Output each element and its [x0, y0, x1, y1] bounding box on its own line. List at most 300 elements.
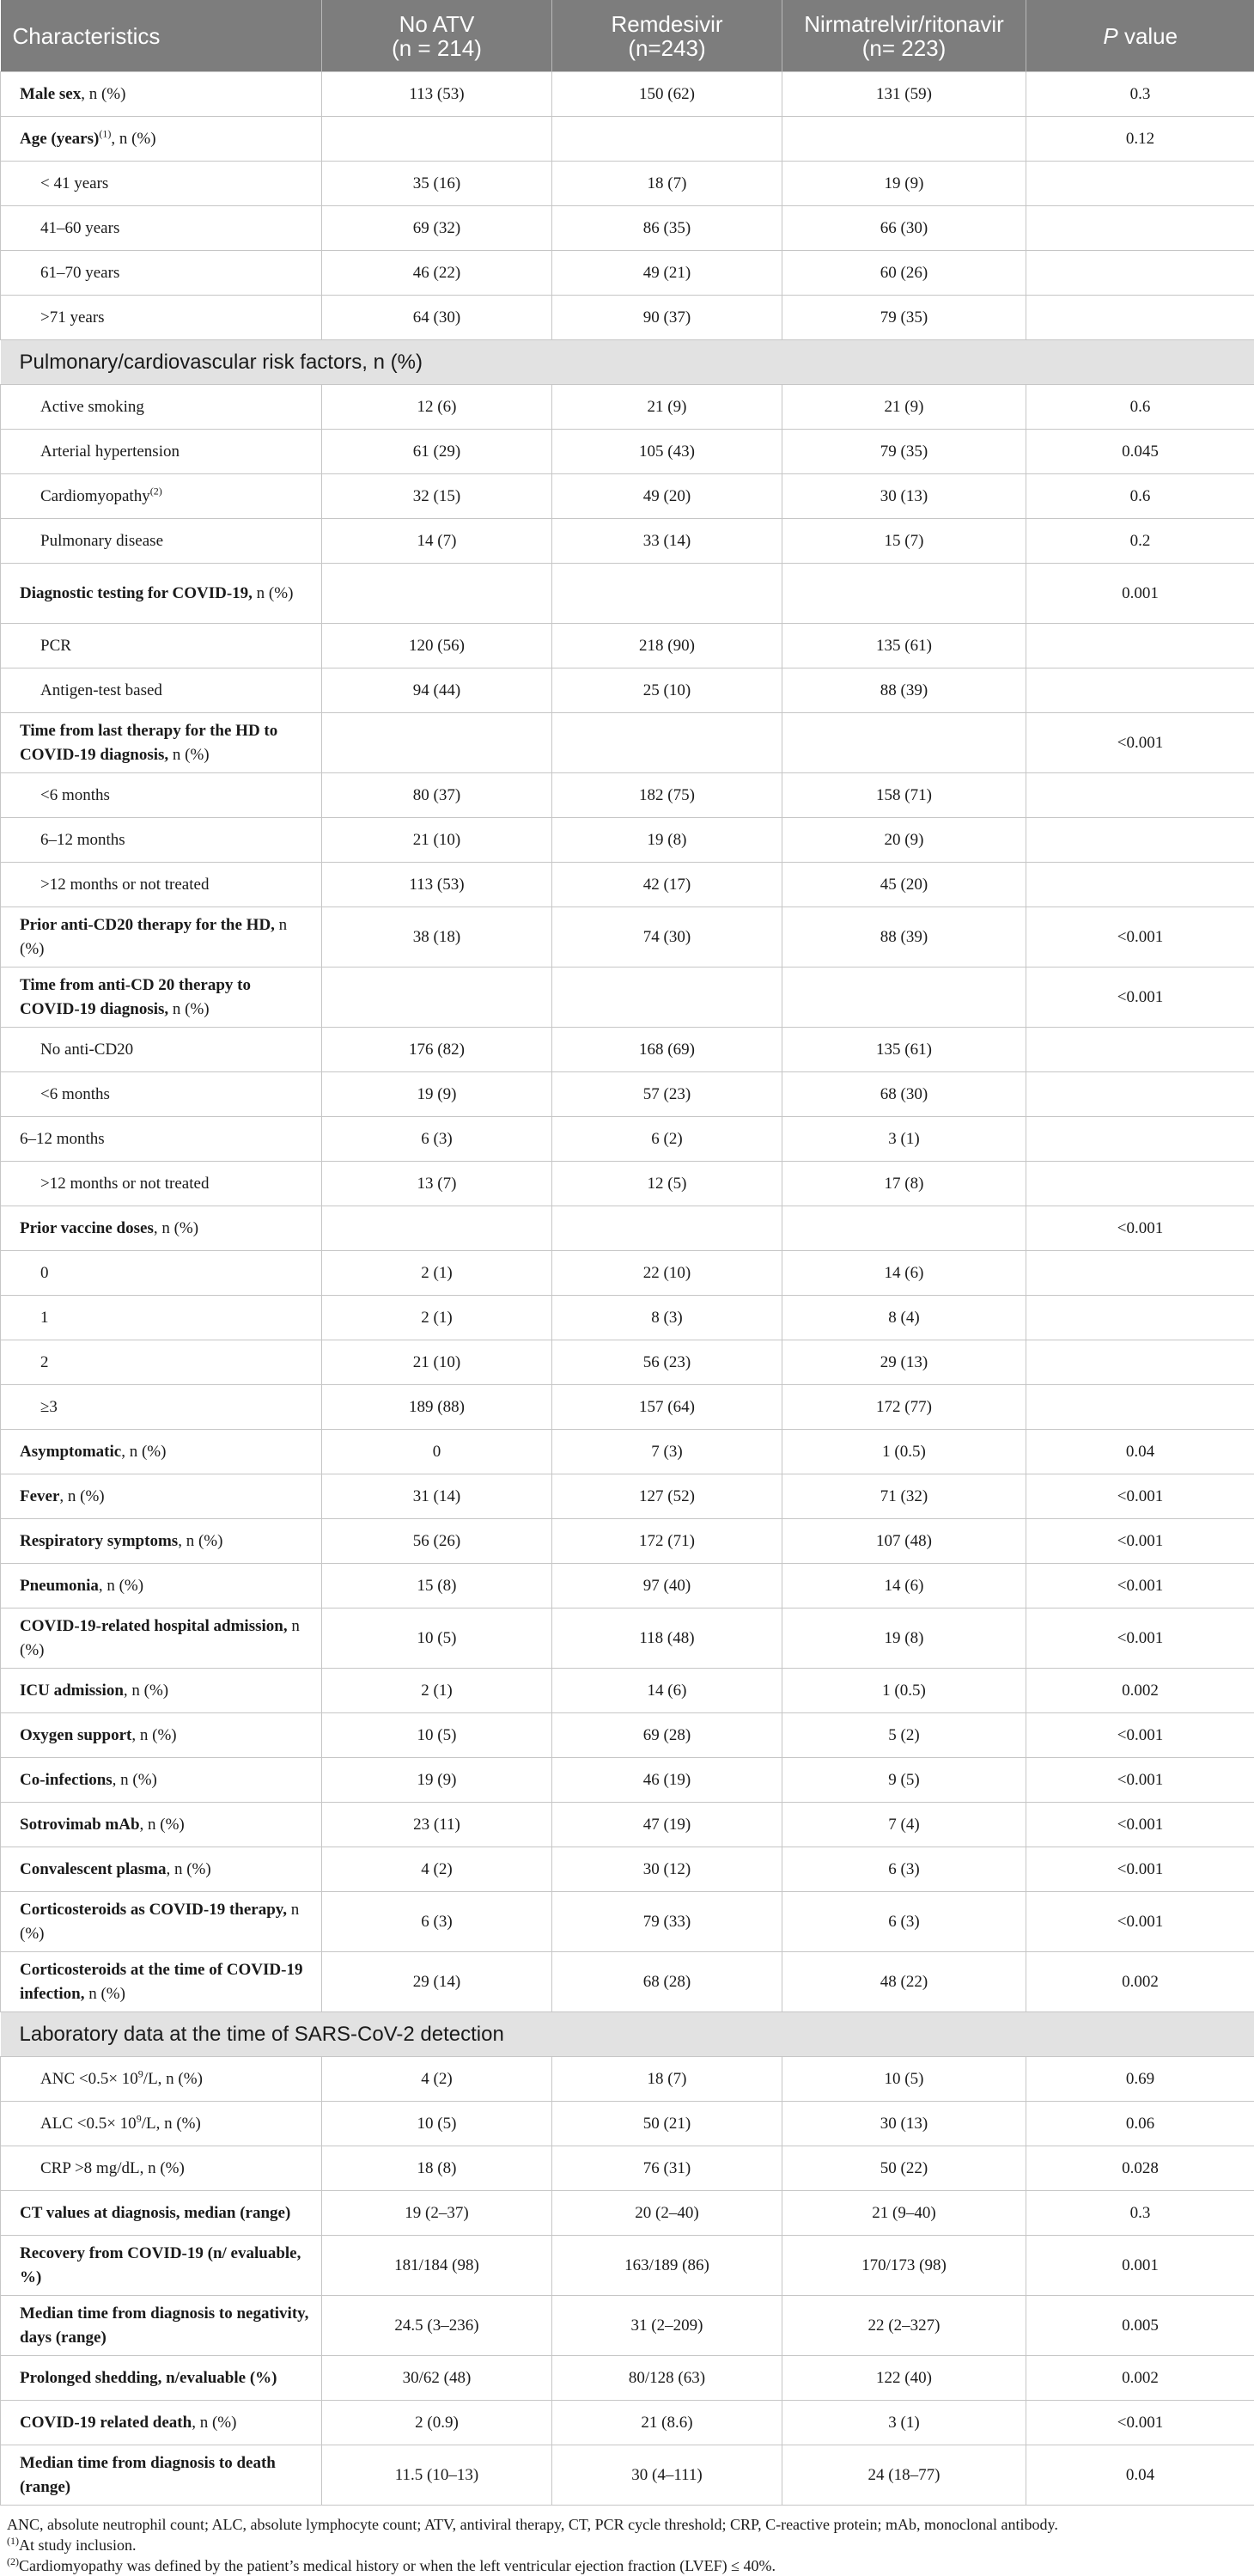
- cell-no-atv: 10 (5): [322, 1608, 552, 1669]
- cell-nirmatrelvir: 68 (30): [782, 1072, 1026, 1117]
- cell-remdesivir: 79 (33): [552, 1892, 782, 1952]
- header-characteristics: Characteristics: [1, 0, 322, 72]
- cell-p-value: <0.001: [1026, 968, 1254, 1028]
- cell-p-value: 0.001: [1026, 2236, 1254, 2296]
- cell-remdesivir: 25 (10): [552, 668, 782, 713]
- cell-no-atv: 80 (37): [322, 773, 552, 818]
- table-row: [1, 162, 1254, 206]
- table-row: [1, 206, 1254, 251]
- table-row: [1, 519, 1254, 564]
- cell-p-value: 0.002: [1026, 2356, 1254, 2401]
- cell-nirmatrelvir: 135 (61): [782, 1028, 1026, 1072]
- cell-nirmatrelvir: 122 (40): [782, 2356, 1026, 2401]
- cell-no-atv: [322, 713, 552, 773]
- cell-nirmatrelvir: 14 (6): [782, 1251, 1026, 1296]
- cell-nirmatrelvir: [782, 1206, 1026, 1251]
- cell-p-value: <0.001: [1026, 713, 1254, 773]
- cell-p-value: 0.69: [1026, 2057, 1254, 2102]
- cell-remdesivir: [552, 968, 782, 1028]
- table-row: [1, 773, 1254, 818]
- cell-p-value: [1026, 251, 1254, 296]
- row-label-text: Prolonged shedding, n/evaluable (%): [20, 2369, 277, 2387]
- row-label: [1, 1028, 322, 1072]
- cell-nirmatrelvir: 17 (8): [782, 1162, 1026, 1206]
- row-label: [1, 206, 322, 251]
- cell-no-atv: [322, 117, 552, 162]
- row-label-text: Respiratory symptoms: [20, 1532, 178, 1550]
- cell-p-value: <0.001: [1026, 1803, 1254, 1847]
- cell-remdesivir: 19 (8): [552, 818, 782, 863]
- cell-p-value: 0.3: [1026, 2191, 1254, 2236]
- cell-no-atv: 29 (14): [322, 1952, 552, 2012]
- table-row: [1, 1892, 1254, 1952]
- cell-nirmatrelvir: 29 (13): [782, 1340, 1026, 1385]
- cell-no-atv: 0: [322, 1430, 552, 1474]
- row-label: [1, 1251, 322, 1296]
- cell-p-value: <0.001: [1026, 1474, 1254, 1519]
- cell-nirmatrelvir: [782, 564, 1026, 624]
- cell-no-atv: 2 (0.9): [322, 2401, 552, 2445]
- cell-no-atv: 2 (1): [322, 1296, 552, 1340]
- cell-remdesivir: 50 (21): [552, 2102, 782, 2146]
- table-row: [1, 1713, 1254, 1758]
- cell-p-value: [1026, 624, 1254, 668]
- cell-remdesivir: 49 (21): [552, 251, 782, 296]
- row-label: [1, 1952, 322, 2012]
- header-nirmatrelvir: Nirmatrelvir/ritonavir (n= 223): [782, 0, 1026, 72]
- cell-nirmatrelvir: 22 (2–327): [782, 2296, 1026, 2356]
- row-label-text: Co-infections: [20, 1771, 113, 1789]
- cell-remdesivir: 80/128 (63): [552, 2356, 782, 2401]
- row-label-text: 61–70 years: [40, 264, 119, 282]
- row-label: [1, 430, 322, 474]
- row-label: [1, 1847, 322, 1892]
- cell-remdesivir: 18 (7): [552, 2057, 782, 2102]
- cell-nirmatrelvir: 10 (5): [782, 2057, 1026, 2102]
- cell-p-value: 0.2: [1026, 519, 1254, 564]
- cell-nirmatrelvir: [782, 117, 1026, 162]
- row-label: [1, 1669, 322, 1713]
- table-footnotes: [0, 2506, 1254, 2576]
- table-row: [1, 1206, 1254, 1251]
- row-label-text: PCR: [40, 637, 71, 655]
- row-label-suffix: n (%): [20, 1901, 299, 1943]
- cell-no-atv: 18 (8): [322, 2146, 552, 2191]
- cell-nirmatrelvir: 21 (9–40): [782, 2191, 1026, 2236]
- table-row: [1, 1608, 1254, 1669]
- cell-p-value: [1026, 1072, 1254, 1117]
- row-label-unit: /L, n (%): [143, 2070, 203, 2088]
- cell-p-value: 0.3: [1026, 72, 1254, 117]
- table-row: [1, 1847, 1254, 1892]
- row-label: [1, 2296, 322, 2356]
- row-label-text: COVID-19-related hospital admission,: [20, 1617, 288, 1635]
- cell-remdesivir: 86 (35): [552, 206, 782, 251]
- table-row: [1, 1564, 1254, 1608]
- row-label-suffix: , n (%): [113, 1771, 157, 1789]
- cell-remdesivir: 90 (37): [552, 296, 782, 340]
- cell-nirmatrelvir: 1 (0.5): [782, 1669, 1026, 1713]
- row-label: [1, 564, 322, 624]
- row-label-text: 2: [40, 1353, 49, 1371]
- row-label-suffix: , n (%): [124, 1682, 168, 1700]
- cell-remdesivir: 21 (8.6): [552, 2401, 782, 2445]
- row-label-suffix: , n (%): [59, 1487, 104, 1505]
- row-label-exponent: 9: [138, 2067, 143, 2079]
- cell-remdesivir: 97 (40): [552, 1564, 782, 1608]
- cell-p-value: 0.002: [1026, 1952, 1254, 2012]
- cell-remdesivir: [552, 117, 782, 162]
- table-row: [1, 1758, 1254, 1803]
- row-label-exponent: 9: [137, 2112, 142, 2124]
- table-row: [1, 1803, 1254, 1847]
- table-row: [1, 907, 1254, 968]
- table-row: [1, 1117, 1254, 1162]
- table-row: [1, 863, 1254, 907]
- row-label-text: >71 years: [40, 308, 105, 327]
- cell-nirmatrelvir: 6 (3): [782, 1847, 1026, 1892]
- cell-nirmatrelvir: 24 (18–77): [782, 2445, 1026, 2506]
- cell-remdesivir: 7 (3): [552, 1430, 782, 1474]
- cell-p-value: [1026, 668, 1254, 713]
- cell-p-value: [1026, 1162, 1254, 1206]
- table-row: [1, 2057, 1254, 2102]
- table-row: [1, 1028, 1254, 1072]
- table-row: [1, 72, 1254, 117]
- table-row: [1, 2296, 1254, 2356]
- row-label: [1, 1474, 322, 1519]
- cell-remdesivir: 74 (30): [552, 907, 782, 968]
- cell-nirmatrelvir: 7 (4): [782, 1803, 1026, 1847]
- cell-p-value: [1026, 206, 1254, 251]
- cell-remdesivir: 22 (10): [552, 1251, 782, 1296]
- cell-p-value: 0.12: [1026, 117, 1254, 162]
- cell-remdesivir: [552, 1206, 782, 1251]
- cell-p-value: <0.001: [1026, 1564, 1254, 1608]
- cell-remdesivir: 31 (2–209): [552, 2296, 782, 2356]
- cell-nirmatrelvir: 9 (5): [782, 1758, 1026, 1803]
- row-label-text: Corticosteroids as COVID-19 therapy,: [20, 1901, 287, 1919]
- row-label-text: ≥3: [40, 1398, 58, 1416]
- row-label-text: Oxygen support: [20, 1726, 131, 1744]
- cell-no-atv: 4 (2): [322, 2057, 552, 2102]
- row-label: [1, 863, 322, 907]
- row-label-text: Time from last therapy for the HD to COVID-19 diagnosis,: [20, 722, 277, 764]
- table-row: [1, 1251, 1254, 1296]
- table-row: [1, 117, 1254, 162]
- row-label: [1, 1608, 322, 1669]
- cell-p-value: [1026, 1251, 1254, 1296]
- cell-no-atv: 113 (53): [322, 863, 552, 907]
- cell-nirmatrelvir: 79 (35): [782, 296, 1026, 340]
- cell-no-atv: 113 (53): [322, 72, 552, 117]
- row-label-text: Pulmonary disease: [40, 532, 163, 550]
- row-label: [1, 385, 322, 430]
- cell-nirmatrelvir: 30 (13): [782, 2102, 1026, 2146]
- section-header: Pulmonary/cardiovascular risk factors, n (%): [1, 340, 1254, 385]
- cell-p-value: [1026, 818, 1254, 863]
- row-label-text: 6–12 months: [20, 1130, 105, 1148]
- cell-nirmatrelvir: 135 (61): [782, 624, 1026, 668]
- cell-p-value: 0.6: [1026, 385, 1254, 430]
- cell-p-value: 0.002: [1026, 1669, 1254, 1713]
- row-label: [1, 296, 322, 340]
- cell-nirmatrelvir: 21 (9): [782, 385, 1026, 430]
- cell-remdesivir: 6 (2): [552, 1117, 782, 1162]
- row-label: [1, 773, 322, 818]
- cell-remdesivir: 12 (5): [552, 1162, 782, 1206]
- table-row: [1, 968, 1254, 1028]
- cell-remdesivir: [552, 713, 782, 773]
- cell-p-value: <0.001: [1026, 1519, 1254, 1564]
- cell-remdesivir: 8 (3): [552, 1296, 782, 1340]
- row-label: [1, 1803, 322, 1847]
- cell-nirmatrelvir: 45 (20): [782, 863, 1026, 907]
- cell-p-value: 0.06: [1026, 2102, 1254, 2146]
- row-label-suffix: , n (%): [111, 130, 155, 148]
- footnote-marker: (1): [99, 127, 111, 139]
- cell-no-atv: 189 (88): [322, 1385, 552, 1430]
- cell-nirmatrelvir: 30 (13): [782, 474, 1026, 519]
- cell-p-value: [1026, 773, 1254, 818]
- row-label: [1, 2057, 322, 2102]
- section-header-row: [1, 2012, 1254, 2057]
- cell-p-value: [1026, 1296, 1254, 1340]
- table-row: [1, 668, 1254, 713]
- cell-remdesivir: 150 (62): [552, 72, 782, 117]
- table-body: [1, 72, 1254, 2506]
- cell-remdesivir: 157 (64): [552, 1385, 782, 1430]
- row-label-text: CRP >8 mg/dL, n (%): [40, 2159, 185, 2177]
- cell-no-atv: 14 (7): [322, 519, 552, 564]
- cell-remdesivir: 57 (23): [552, 1072, 782, 1117]
- cell-no-atv: 61 (29): [322, 430, 552, 474]
- row-label-suffix: , n (%): [166, 1860, 210, 1878]
- cell-nirmatrelvir: 88 (39): [782, 907, 1026, 968]
- table-row: [1, 2191, 1254, 2236]
- row-label: [1, 668, 322, 713]
- cell-no-atv: 94 (44): [322, 668, 552, 713]
- cell-no-atv: 32 (15): [322, 474, 552, 519]
- cell-p-value: [1026, 296, 1254, 340]
- cell-no-atv: 31 (14): [322, 1474, 552, 1519]
- row-label-text: 0: [40, 1264, 49, 1282]
- cell-no-atv: 19 (9): [322, 1072, 552, 1117]
- row-label: [1, 72, 322, 117]
- row-label-text: Median time from diagnosis to death (range): [20, 2454, 276, 2496]
- table-row: [1, 296, 1254, 340]
- cell-no-atv: 176 (82): [322, 1028, 552, 1072]
- cell-nirmatrelvir: 19 (9): [782, 162, 1026, 206]
- cell-nirmatrelvir: 3 (1): [782, 1117, 1026, 1162]
- row-label-text: ALC <0.5× 10: [40, 2115, 137, 2133]
- row-label-text: < 41 years: [40, 174, 108, 192]
- cell-p-value: 0.001: [1026, 564, 1254, 624]
- row-label: [1, 713, 322, 773]
- table-row: [1, 2445, 1254, 2506]
- row-label: [1, 1206, 322, 1251]
- cell-p-value: [1026, 162, 1254, 206]
- cell-no-atv: 13 (7): [322, 1162, 552, 1206]
- row-label-text: Active smoking: [40, 398, 144, 416]
- table-row: [1, 1430, 1254, 1474]
- cell-p-value: 0.04: [1026, 1430, 1254, 1474]
- cell-remdesivir: 127 (52): [552, 1474, 782, 1519]
- row-label-text: Prior vaccine doses: [20, 1219, 154, 1237]
- table-row: [1, 2146, 1254, 2191]
- cell-no-atv: 6 (3): [322, 1117, 552, 1162]
- row-label-text: ICU admission: [20, 1682, 124, 1700]
- row-label-suffix: n (%): [168, 1000, 209, 1018]
- cell-nirmatrelvir: 50 (22): [782, 2146, 1026, 2191]
- row-label: [1, 624, 322, 668]
- cell-no-atv: 11.5 (10–13): [322, 2445, 552, 2506]
- cell-remdesivir: 30 (4–111): [552, 2445, 782, 2506]
- row-label-text: Fever: [20, 1487, 59, 1505]
- row-label: [1, 1758, 322, 1803]
- row-label-suffix: , n (%): [99, 1577, 143, 1595]
- row-label-suffix: n (%): [20, 916, 287, 958]
- row-label: [1, 1072, 322, 1117]
- row-label-suffix: n (%): [168, 746, 209, 764]
- header-p-value: P value: [1026, 0, 1254, 72]
- cell-no-atv: 24.5 (3–236): [322, 2296, 552, 2356]
- table-row: [1, 1474, 1254, 1519]
- row-label: [1, 1117, 322, 1162]
- row-label-text: Diagnostic testing for COVID-19,: [20, 584, 253, 602]
- cell-nirmatrelvir: 172 (77): [782, 1385, 1026, 1430]
- cell-p-value: 0.028: [1026, 2146, 1254, 2191]
- row-label-text: Antigen-test based: [40, 681, 162, 699]
- cell-p-value: [1026, 1028, 1254, 1072]
- cell-nirmatrelvir: 131 (59): [782, 72, 1026, 117]
- cell-remdesivir: 46 (19): [552, 1758, 782, 1803]
- cell-nirmatrelvir: [782, 968, 1026, 1028]
- row-label-text: Asymptomatic: [20, 1443, 121, 1461]
- row-label-suffix: n (%): [20, 1617, 300, 1659]
- cell-nirmatrelvir: 14 (6): [782, 1564, 1026, 1608]
- row-label: [1, 2236, 322, 2296]
- cell-p-value: <0.001: [1026, 907, 1254, 968]
- cell-remdesivir: 20 (2–40): [552, 2191, 782, 2236]
- cell-p-value: <0.001: [1026, 1847, 1254, 1892]
- cell-remdesivir: 69 (28): [552, 1713, 782, 1758]
- cell-nirmatrelvir: 8 (4): [782, 1296, 1026, 1340]
- table-header-row: [1, 0, 1254, 72]
- cell-no-atv: 69 (32): [322, 206, 552, 251]
- cell-nirmatrelvir: 48 (22): [782, 1952, 1026, 2012]
- cell-nirmatrelvir: 20 (9): [782, 818, 1026, 863]
- row-label-text: Prior anti-CD20 therapy for the HD,: [20, 916, 275, 934]
- table-row: [1, 2401, 1254, 2445]
- table-row: [1, 713, 1254, 773]
- cell-no-atv: 6 (3): [322, 1892, 552, 1952]
- cell-nirmatrelvir: 15 (7): [782, 519, 1026, 564]
- row-label-text: Sotrovimab mAb: [20, 1816, 140, 1834]
- row-label-suffix: , n (%): [121, 1443, 166, 1461]
- footnote-2: $^{(2)}$Cardiomyopathy was defined by the patient’s medical history or when the left ventricular ejection fraction (LVEF) ≤ 40%.: [7, 2555, 1254, 2576]
- row-label-suffix: n (%): [253, 584, 293, 602]
- row-label-suffix: , n (%): [81, 85, 125, 103]
- row-label: [1, 1340, 322, 1385]
- row-label: [1, 1385, 322, 1430]
- table-row: [1, 430, 1254, 474]
- cell-remdesivir: 218 (90): [552, 624, 782, 668]
- row-label-text: Time from anti-CD 20 therapy to COVID-19 diagnosis,: [20, 976, 251, 1018]
- cell-remdesivir: 168 (69): [552, 1028, 782, 1072]
- row-label: [1, 2356, 322, 2401]
- cell-remdesivir: 33 (14): [552, 519, 782, 564]
- row-label: [1, 2401, 322, 2445]
- table-row: [1, 1072, 1254, 1117]
- row-label: [1, 1430, 322, 1474]
- row-label-text: Age (years): [20, 130, 99, 148]
- cell-p-value: <0.001: [1026, 2401, 1254, 2445]
- cell-p-value: 0.045: [1026, 430, 1254, 474]
- cell-p-value: <0.001: [1026, 1608, 1254, 1669]
- cell-nirmatrelvir: 71 (32): [782, 1474, 1026, 1519]
- header-no-atv: No ATV (n = 214): [322, 0, 552, 72]
- row-label-text: ANC <0.5× 10: [40, 2070, 138, 2088]
- cell-nirmatrelvir: 3 (1): [782, 2401, 1026, 2445]
- row-label-suffix: n (%): [84, 1985, 125, 2003]
- footnote-abbreviations: ANC, absolute neutrophil count; ALC, absolute lymphocyte count; ATV, antiviral therapy, CT, PCR cycle threshold; CRP, C-reactive protein; mAb, monoclonal antibody.: [7, 2514, 1254, 2535]
- row-label: [1, 2445, 322, 2506]
- row-label: [1, 1296, 322, 1340]
- cell-remdesivir: 21 (9): [552, 385, 782, 430]
- row-label: [1, 1162, 322, 1206]
- cell-p-value: [1026, 1117, 1254, 1162]
- table-row: [1, 564, 1254, 624]
- table-row: [1, 1952, 1254, 2012]
- row-label-text: Corticosteroids at the time of COVID-19 infection,: [20, 1961, 302, 2003]
- cell-nirmatrelvir: 88 (39): [782, 668, 1026, 713]
- row-label-text: <6 months: [40, 786, 110, 804]
- row-label: [1, 818, 322, 863]
- row-label-text: <6 months: [40, 1085, 110, 1103]
- cell-nirmatrelvir: 19 (8): [782, 1608, 1026, 1669]
- cell-remdesivir: 163/189 (86): [552, 2236, 782, 2296]
- row-label: [1, 2102, 322, 2146]
- row-label-text: 6–12 months: [40, 831, 125, 849]
- cell-no-atv: 21 (10): [322, 1340, 552, 1385]
- row-label-suffix: , n (%): [140, 1816, 185, 1834]
- cell-no-atv: 120 (56): [322, 624, 552, 668]
- cell-p-value: 0.005: [1026, 2296, 1254, 2356]
- cell-no-atv: [322, 968, 552, 1028]
- cell-remdesivir: 47 (19): [552, 1803, 782, 1847]
- row-label-text: Cardiomyopathy: [40, 487, 150, 505]
- cell-nirmatrelvir: 170/173 (98): [782, 2236, 1026, 2296]
- row-label-text: CT values at diagnosis, median (range): [20, 2204, 290, 2222]
- row-label-text: Male sex: [20, 85, 81, 103]
- table-row: [1, 1519, 1254, 1564]
- cell-no-atv: 10 (5): [322, 2102, 552, 2146]
- row-label-text: Convalescent plasma: [20, 1860, 166, 1878]
- cell-nirmatrelvir: 6 (3): [782, 1892, 1026, 1952]
- cell-p-value: <0.001: [1026, 1713, 1254, 1758]
- section-header-row: [1, 340, 1254, 385]
- cell-remdesivir: 68 (28): [552, 1952, 782, 2012]
- cell-remdesivir: 49 (20): [552, 474, 782, 519]
- row-label: [1, 1713, 322, 1758]
- cell-remdesivir: 118 (48): [552, 1608, 782, 1669]
- table-row: [1, 474, 1254, 519]
- cell-nirmatrelvir: 60 (26): [782, 251, 1026, 296]
- table-row: [1, 1385, 1254, 1430]
- row-label-text: No anti-CD20: [40, 1041, 133, 1059]
- row-label: [1, 2146, 322, 2191]
